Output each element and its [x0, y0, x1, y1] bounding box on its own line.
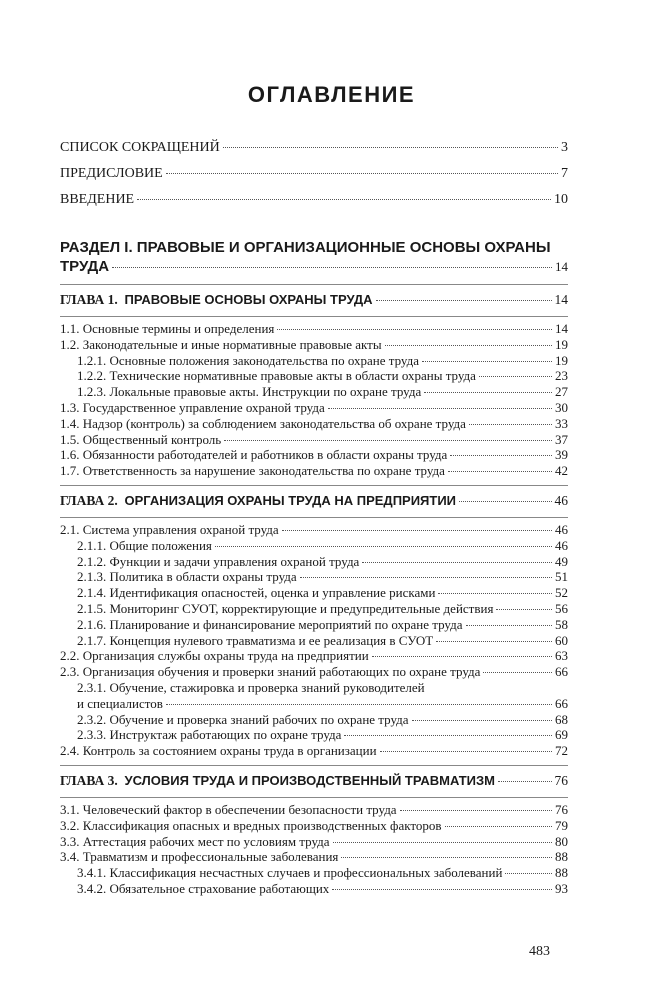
toc-entry-title: 2.3.3. Инструктаж работающих по охране труда	[77, 727, 342, 743]
toc-entry-page: 10	[554, 192, 568, 207]
page-number: 483	[529, 944, 550, 959]
toc-subentry[interactable]	[60, 727, 568, 743]
toc-subentry[interactable]	[60, 384, 568, 400]
toc-entry[interactable]	[60, 834, 568, 850]
toc-entry-page: 46	[555, 521, 568, 537]
toc-entry-title: 2.1. Система управления охраной труда	[60, 521, 279, 537]
toc-entry-title: 3.4.1. Классификация несчастных случаев и профессиональных заболеваний	[77, 865, 503, 881]
toc-entry-title: 1.2.3. Локальные правовые акты. Инструкции по охране труда	[77, 384, 422, 400]
toc-entry-page: 66	[555, 664, 568, 680]
toc-chapter-title: ОРГАНИЗАЦИЯ ОХРАНЫ ТРУДА НА ПРЕДПРИЯТИИ	[124, 492, 457, 508]
toc-subentry[interactable]	[60, 712, 568, 728]
toc-entry-page: 69	[555, 727, 568, 743]
toc-entry-page: 49	[555, 553, 568, 569]
toc-entry[interactable]	[60, 818, 568, 834]
toc-entry-title: ПРЕДИСЛОВИЕ	[60, 166, 163, 181]
toc-entry-title: 1.6. Обязанности работодателей и работников в области охраны труда	[60, 447, 448, 463]
toc-entry-page: 27	[555, 384, 568, 400]
toc-chapter-1[interactable]	[60, 292, 568, 311]
toc-entry-title: 3.2. Классификация опасных и вредных производственных факторов	[60, 817, 442, 833]
toc-entry-title: 2.3. Организация обучения и проверки знаний работающих по охране труда	[60, 664, 481, 680]
toc-entry-title: ВВЕДЕНИЕ	[60, 192, 135, 207]
toc-entry-page: 93	[555, 880, 568, 896]
table-of-contents	[60, 140, 568, 897]
toc-entry-page: 63	[555, 648, 568, 664]
toc-entry-page: 46	[555, 537, 568, 553]
toc-chapter-title: УСЛОВИЯ ТРУДА И ПРОИЗВОДСТВЕННЫЙ ТРАВМАТИЗМ	[124, 772, 495, 788]
toc-entry-title: 2.1.7. Концепция нулевого травматизма и ее реализация в СУОТ	[77, 632, 434, 648]
toc-section-title-cont: ТРУДА	[60, 258, 110, 275]
toc-entry-title-cont: и специалистов	[77, 695, 163, 711]
toc-entry-page: 76	[555, 801, 568, 817]
toc-entry-page: 23	[555, 368, 568, 384]
toc-entry-title: 2.1.2. Функции и задачи управления охраной труда	[77, 553, 360, 569]
toc-front-abbreviations[interactable]	[60, 140, 568, 166]
toc-entry-page: 33	[555, 415, 568, 431]
toc-entry-title: 2.1.1. Общие положения	[77, 537, 212, 553]
toc-subentry[interactable]	[60, 585, 568, 601]
toc-entry-title: 2.1.3. Политика в области охраны труда	[77, 569, 297, 585]
toc-entry[interactable]	[60, 400, 568, 416]
toc-front-introduction[interactable]	[60, 192, 568, 218]
toc-entry-page: 88	[555, 865, 568, 881]
toc-entry-title: СПИСОК СОКРАЩЕНИЙ	[60, 140, 220, 155]
toc-chapter-number: ГЛАВА 2.	[60, 492, 118, 508]
toc-chapter-title: ПРАВОВЫЕ ОСНОВЫ ОХРАНЫ ТРУДА	[124, 292, 373, 307]
toc-entry-title: 3.4. Травматизм и профессиональные заболевания	[60, 849, 339, 865]
toc-front-preface[interactable]	[60, 166, 568, 192]
toc-entry-page: 58	[555, 616, 568, 632]
toc-entry-page: 79	[555, 817, 568, 833]
toc-entry-page: 14	[555, 259, 568, 274]
toc-entry-page: 19	[555, 352, 568, 368]
toc-entry-page: 7	[561, 166, 568, 181]
toc-entry-page: 14	[554, 292, 568, 307]
toc-entry-title: 3.1. Человеческий фактор в обеспечении безопасности труда	[60, 801, 397, 817]
toc-entry[interactable]	[60, 743, 568, 759]
toc-entry-page: 19	[555, 336, 568, 352]
toc-entry-title: 2.3.1. Обучение, стажировка и проверка знаний руководителей	[77, 679, 425, 695]
toc-entry-title: 2.1.6. Планирование и финансирование мероприятий по охране труда	[77, 616, 463, 632]
toc-entry-page: 60	[555, 632, 568, 648]
toc-entry-title: 2.3.2. Обучение и проверка знаний рабочих по охране труда	[77, 711, 409, 727]
toc-entry-title: 2.1.4. Идентификация опасностей, оценка и управление рисками	[77, 585, 436, 601]
toc-chapter-number: ГЛАВА 3.	[60, 772, 118, 788]
toc-entry-title: 2.4. Контроль за состоянием охраны труда в организации	[60, 743, 377, 759]
toc-entry-page: 66	[555, 695, 568, 711]
toc-entry-page: 42	[555, 463, 568, 479]
toc-entry-title: 1.4. Надзор (контроль) за соблюдением законодательства об охране труда	[60, 415, 466, 431]
toc-subentry[interactable]	[60, 865, 568, 881]
toc-entry-page: 51	[555, 569, 568, 585]
toc-subentry[interactable]	[60, 368, 568, 384]
toc-entry-page: 52	[555, 585, 568, 601]
toc-entry-page: 56	[555, 600, 568, 616]
toc-chapter-3[interactable]	[60, 773, 568, 792]
toc-entry-title: 2.1.5. Мониторинг СУОТ, корректирующие и предупредительные действия	[77, 600, 494, 616]
toc-subentry[interactable]	[60, 538, 568, 554]
toc-entry-page: 37	[555, 431, 568, 447]
toc-section-1[interactable]	[60, 238, 568, 276]
toc-entry[interactable]	[60, 416, 568, 432]
toc-chapter-number: ГЛАВА 1.	[60, 292, 118, 307]
toc-entry-page: 68	[555, 711, 568, 727]
toc-subentry[interactable]	[60, 633, 568, 649]
toc-entry-title: 1.2.1. Основные положения законодательства по охране труда	[77, 352, 419, 368]
toc-entry-title: 3.4.2. Обязательное страхование работающих	[77, 880, 330, 896]
toc-subentry[interactable]	[60, 569, 568, 585]
toc-entry[interactable]	[60, 648, 568, 664]
toc-entry[interactable]	[60, 522, 568, 538]
toc-entry[interactable]	[60, 321, 568, 337]
toc-entry-page: 72	[555, 743, 568, 759]
toc-entry-page: 39	[555, 447, 568, 463]
toc-subentry[interactable]	[60, 680, 568, 712]
toc-entry-title: 1.5. Общественный контроль	[60, 431, 222, 447]
toc-subentry[interactable]	[60, 353, 568, 369]
toc-entry-title: 3.3. Аттестация рабочих мест по условиям труда	[60, 833, 330, 849]
toc-entry-title: 1.7. Ответственность за нарушение законодательства по охране труда	[60, 463, 445, 479]
toc-entry-page: 76	[554, 772, 568, 788]
toc-entry-title: 1.2.2. Технические нормативные правовые акты в области охраны труда	[77, 368, 476, 384]
toc-entry-page: 80	[555, 833, 568, 849]
page-title: ОГЛАВЛЕНИЕ	[247, 82, 416, 107]
toc-entry[interactable]	[60, 463, 568, 479]
toc-subentry[interactable]	[60, 617, 568, 633]
toc-entry-page: 3	[561, 140, 568, 155]
toc-entry[interactable]	[60, 337, 568, 353]
toc-subentry[interactable]	[60, 601, 568, 617]
toc-entry-page: 30	[555, 399, 568, 415]
toc-section-title: РАЗДЕЛ I. ПРАВОВЫЕ И ОРГАНИЗАЦИОННЫЕ ОСНОВЫ ОХРАНЫ	[60, 239, 551, 256]
toc-chapter-2[interactable]	[60, 493, 568, 512]
toc-entry-title: 1.1. Основные термины и определения	[60, 321, 275, 336]
toc-entry-page: 88	[555, 849, 568, 865]
toc-entry-title: 1.3. Государственное управление охраной труда	[60, 399, 325, 415]
toc-entry-title: 2.2. Организация службы охраны труда на предприятии	[60, 648, 369, 664]
toc-entry-title: 1.2. Законодательные и иные нормативные правовые акты	[60, 336, 382, 352]
toc-entry-page: 46	[554, 492, 568, 508]
toc-entry[interactable]	[60, 432, 568, 448]
toc-subentry[interactable]	[60, 554, 568, 570]
toc-subentry[interactable]	[60, 881, 568, 897]
toc-entry-page: 14	[555, 321, 568, 336]
toc-entry[interactable]	[60, 849, 568, 865]
toc-entry[interactable]	[60, 802, 568, 818]
toc-entry[interactable]	[60, 447, 568, 463]
toc-entry[interactable]	[60, 664, 568, 680]
